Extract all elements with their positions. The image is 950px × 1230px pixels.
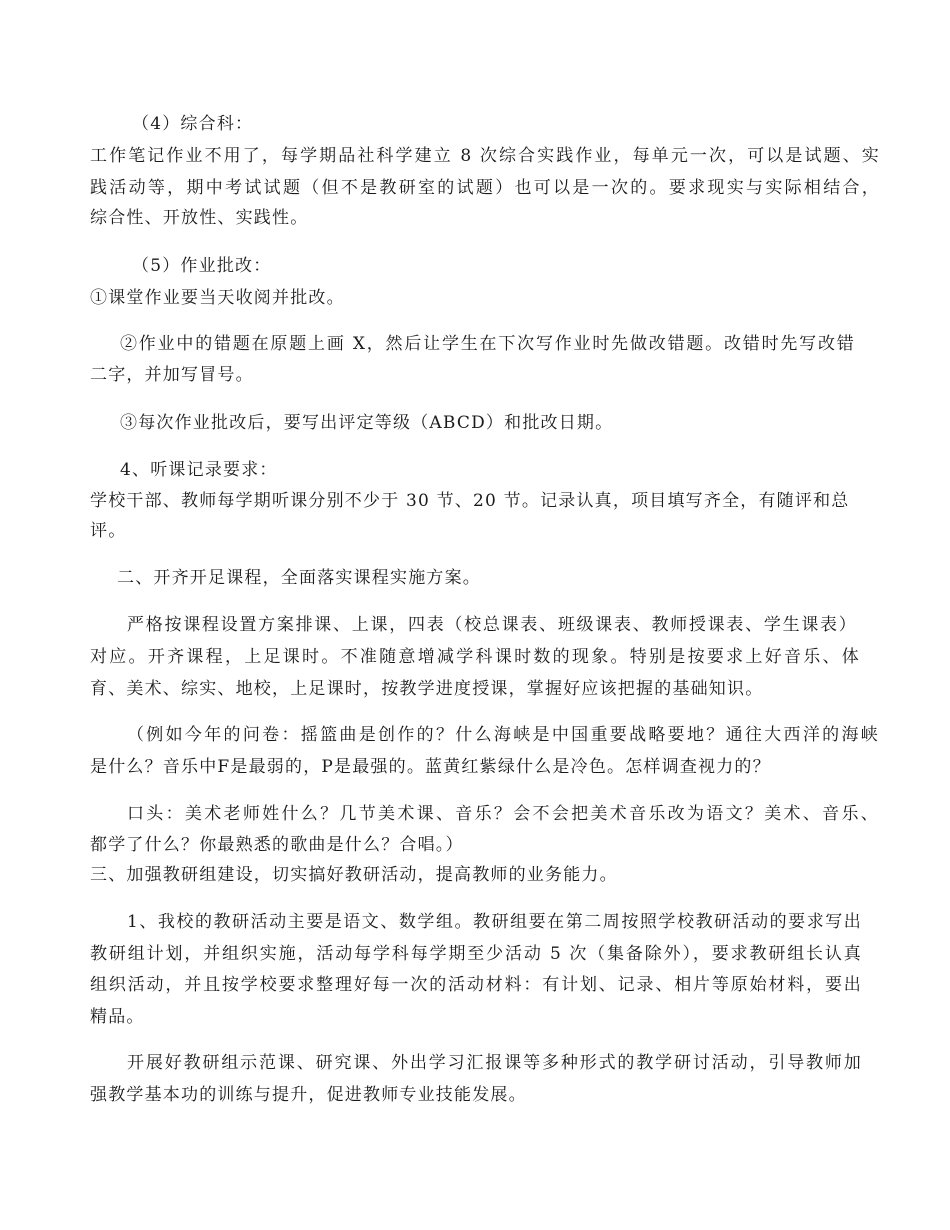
text-line: 二字，并加写冒号。 <box>90 365 254 385</box>
text-line: 强教学基本功的训练与提升，促进教师专业技能发展。 <box>90 1085 527 1105</box>
subheading-comprehensive: （4）综合科： <box>132 114 254 134</box>
text-line: 精品。 <box>90 1007 145 1027</box>
section-heading-three: 三、加强教研组建设，切实搞好教研活动，提高教师的业务能力。 <box>90 865 618 885</box>
text-line: 都学了什么？你最熟悉的歌曲是什么？合唱。） <box>90 835 464 855</box>
text-line: ②作业中的错题在原题上画 X，然后让学生在下次写作业时先做改错题。改错时先写改错 <box>120 334 855 354</box>
text-line: （例如今年的问卷：摇篮曲是创作的？什么海峡是中国重要战略要地？通往大西洋的海峡 <box>127 725 879 745</box>
text-line: 综合性、开放性、实践性。 <box>90 208 309 228</box>
text-line: 是什么？音乐中F是最弱的，P是最强的。蓝黄红紫绿什么是冷色。怎样调查视力的？ <box>90 757 771 777</box>
text-line: 严格按课程设置方案排课、上课，四表（校总课表、班级课表、教师授课表、学生课表） <box>127 615 857 635</box>
text-line: 开展好教研组示范课、研究课、外出学习汇报课等多种形式的教学研讨活动，引导教师加 <box>127 1053 862 1073</box>
text-line: ①课堂作业要当天收阅并批改。 <box>90 288 345 308</box>
text-line: 1、我校的教研活动主要是语文、数学组。教研组要在第二周按照学校教研活动的要求写出 <box>127 912 862 932</box>
text-line: ③每次作业批改后，要写出评定等级（ABCD）和批改日期。 <box>120 413 614 433</box>
text-line: 学校干部、教师每学期听课分别不少于 30 节、20 节。记录认真，项目填写齐全，有随评和总 <box>90 491 850 511</box>
section-heading-two: 二、开齐开足课程，全面落实课程实施方案。 <box>117 568 481 588</box>
text-line: 工作笔记作业不用了，每学期品社科学建立 8 次综合实践作业，每单元一次，可以是试题、实 <box>90 146 880 166</box>
subheading-lesson-records: 4、听课记录要求： <box>120 460 278 480</box>
text-line: 对应。开齐课程，上足课时。不准随意增减学科课时数的现象。特别是按要求上好音乐、体 <box>90 647 860 667</box>
text-line: 育、美术、综实、地校，上足课时，按教学进度授课，掌握好应该把握的基础知识。 <box>90 679 764 699</box>
subheading-homework-correction: （5）作业批改： <box>132 256 272 276</box>
text-line: 评。 <box>90 521 127 541</box>
text-line: 教研组计划，并组织实施，活动每学科每学期至少活动 5 次（集备除外），要求教研组长认真 <box>90 944 862 964</box>
text-line: 践活动等，期中考试试题（但不是教研室的试题）也可以是一次的。要求现实与实际相结合， <box>90 178 880 198</box>
text-line: 口头：美术老师姓什么？几节美术课、音乐？会不会把美术音乐改为语文？美术、音乐、 <box>127 804 879 824</box>
text-line: 组织活动，并且按学校要求整理好每一次的活动材料：有计划、记录、相片等原始材料，要出 <box>90 975 862 995</box>
